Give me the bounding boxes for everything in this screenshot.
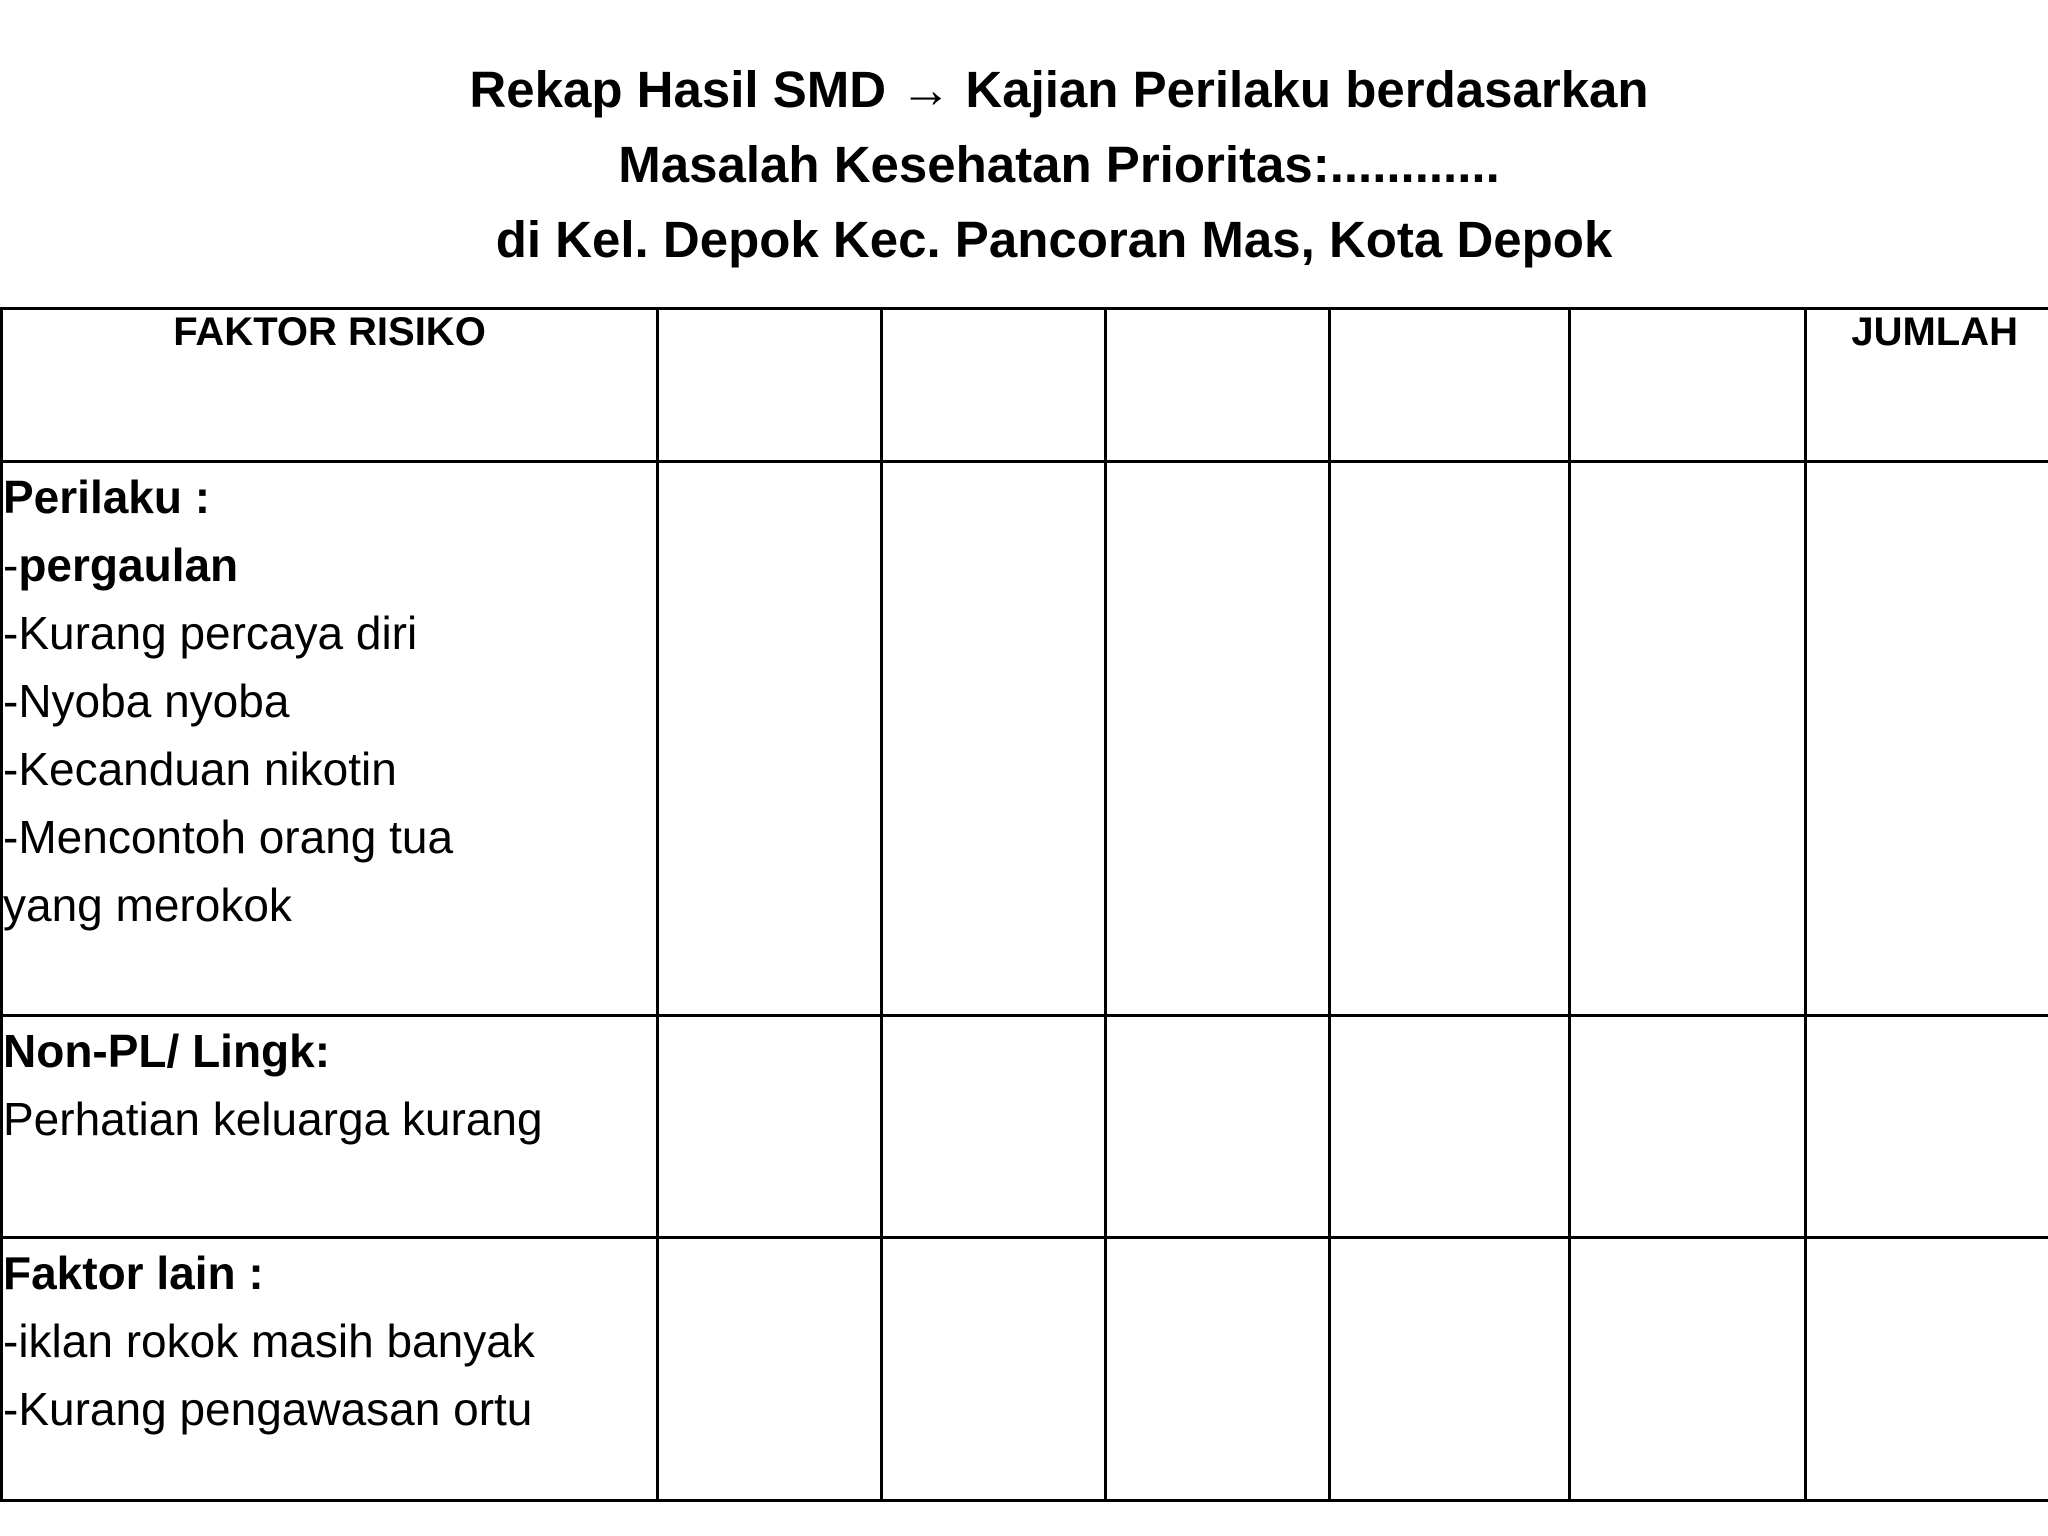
factor-cell-non-pl <box>2 1016 658 1238</box>
factor-heading: Non-PL/ Lingk: <box>3 1025 331 1077</box>
factor-cell-perilaku <box>2 462 658 1016</box>
data-cell <box>882 1016 1106 1238</box>
table-row-perilaku <box>2 462 2048 1016</box>
factor-cell-faktor-lain <box>2 1238 658 1501</box>
page-title <box>0 52 2048 277</box>
factor-item: -Kecanduan nikotin <box>3 743 397 795</box>
data-cell <box>1570 1238 1806 1501</box>
header-blank-1 <box>658 309 882 462</box>
title-line-3: di Kel. Depok Kec. Pancoran Mas, Kota Depok <box>495 211 1613 268</box>
factor-item: -Kurang percaya diri <box>3 607 418 659</box>
factor-heading: Perilaku : <box>3 471 211 523</box>
factor-item: yang merokok <box>3 879 292 931</box>
factor-item: -Mencontoh orang tua <box>3 811 454 863</box>
jumlah-cell <box>1806 1016 2048 1238</box>
factor-item: -pergaulan <box>3 539 239 591</box>
factor-item: -iklan rokok masih banyak <box>3 1315 535 1367</box>
title-line-1: Rekap Hasil SMD → Kajian Perilaku berdasarkan <box>469 61 1649 118</box>
data-cell <box>882 462 1106 1016</box>
data-cell <box>1106 1238 1330 1501</box>
data-cell <box>1570 1016 1806 1238</box>
data-cell <box>882 1238 1106 1501</box>
header-blank-2 <box>882 309 1106 462</box>
header-jumlah: JUMLAH <box>1806 309 2048 462</box>
data-cell <box>658 1016 882 1238</box>
table-row-faktor-lain <box>2 1238 2048 1501</box>
data-cell <box>658 462 882 1016</box>
jumlah-cell <box>1806 462 2048 1016</box>
jumlah-cell <box>1806 1238 2048 1501</box>
table-header-row <box>2 309 2048 462</box>
factor-item: -Kurang pengawasan ortu <box>3 1383 533 1435</box>
data-cell <box>1330 1238 1570 1501</box>
data-cell <box>1106 462 1330 1016</box>
table-row-non-pl <box>2 1016 2048 1238</box>
factor-item: -Nyoba nyoba <box>3 675 290 727</box>
risk-factor-table <box>0 307 2048 1502</box>
title-line-2: Masalah Kesehatan Prioritas:............ <box>618 136 1500 193</box>
factor-item: Perhatian keluarga kurang <box>3 1093 543 1145</box>
data-cell <box>1106 1016 1330 1238</box>
factor-heading: Faktor lain : <box>3 1247 264 1299</box>
data-cell <box>1330 1016 1570 1238</box>
header-blank-3 <box>1106 309 1330 462</box>
data-cell <box>1330 462 1570 1016</box>
header-blank-4 <box>1330 309 1570 462</box>
data-cell <box>1570 462 1806 1016</box>
header-faktor-risiko: FAKTOR RISIKO <box>2 309 658 462</box>
header-blank-5 <box>1570 309 1806 462</box>
data-cell <box>658 1238 882 1501</box>
